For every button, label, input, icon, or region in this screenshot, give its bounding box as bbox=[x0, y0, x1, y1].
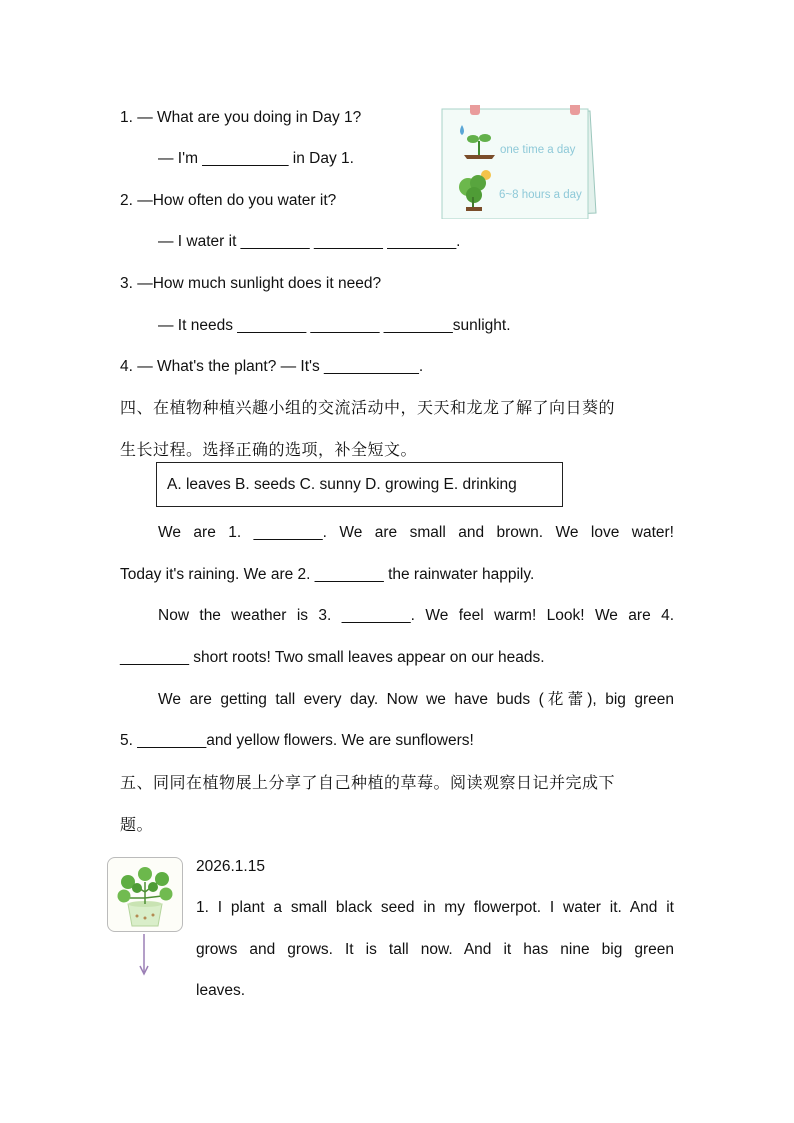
passage-line-4: ________ short roots! Two small leaves appear on our heads. bbox=[120, 649, 545, 666]
passage-line-6: 5. ________and yellow flowers. We are sunflowers! bbox=[120, 732, 474, 749]
plant-care-card bbox=[440, 105, 598, 219]
passage-line-2: Today it's raining. We are 2. ________ the rainwater happily. bbox=[120, 566, 535, 583]
passage-line-3: Now the weather is 3. ________. We feel warm! Look! We are 4. bbox=[158, 607, 674, 624]
q2-question: 2. —How often do you water it? bbox=[120, 192, 337, 209]
section4-heading-line2: 生长过程。选择正确的选项，补全短文。 bbox=[120, 440, 418, 459]
options-text: A. leaves B. seeds C. sunny D. growing E. drinking bbox=[167, 476, 517, 493]
q4-question: 4. — What's the plant? — It's ___________. bbox=[120, 358, 424, 375]
diary-line-3: leaves. bbox=[196, 982, 246, 999]
passage-line-5: We are getting tall every day. Now we have buds (花蕾), big green bbox=[158, 691, 674, 708]
diary-date: 2026.1.15 bbox=[196, 858, 265, 875]
q3-question: 3. —How much sunlight does it need? bbox=[120, 275, 382, 292]
section5-heading-line2: 题。 bbox=[120, 815, 154, 834]
potted-plant-thumbnail bbox=[107, 857, 183, 932]
section4-heading-line1: 四、在植物种植兴趣小组的交流活动中，天天和龙龙了解了向日葵的 bbox=[120, 398, 616, 417]
potted-plant-icon bbox=[108, 858, 182, 931]
section5-heading-line1: 五、同同在植物展上分享了自己种植的草莓。阅读观察日记并完成下 bbox=[120, 773, 616, 792]
q1-answer: — I'm __________ in Day 1. bbox=[158, 150, 354, 167]
down-arrow-icon bbox=[137, 934, 151, 976]
options-box bbox=[156, 462, 563, 507]
q2-answer: — I water it ________ ________ ________. bbox=[158, 233, 461, 250]
diary-line-1: 1. I plant a small black seed in my flowerpot. I water it. And it bbox=[196, 899, 674, 916]
q3-answer: — It needs ________ ________ ________sunlight. bbox=[158, 317, 511, 334]
card-text-1: one time a day bbox=[500, 144, 576, 156]
q1-question: 1. — What are you doing in Day 1? bbox=[120, 109, 362, 126]
passage-line-1: We are 1. ________. We are small and brown. We love water! bbox=[158, 524, 674, 541]
diary-line-2: grows and grows. It is tall now. And it has nine big green bbox=[196, 941, 674, 958]
card-text-2: 6~8 hours a day bbox=[499, 189, 582, 201]
